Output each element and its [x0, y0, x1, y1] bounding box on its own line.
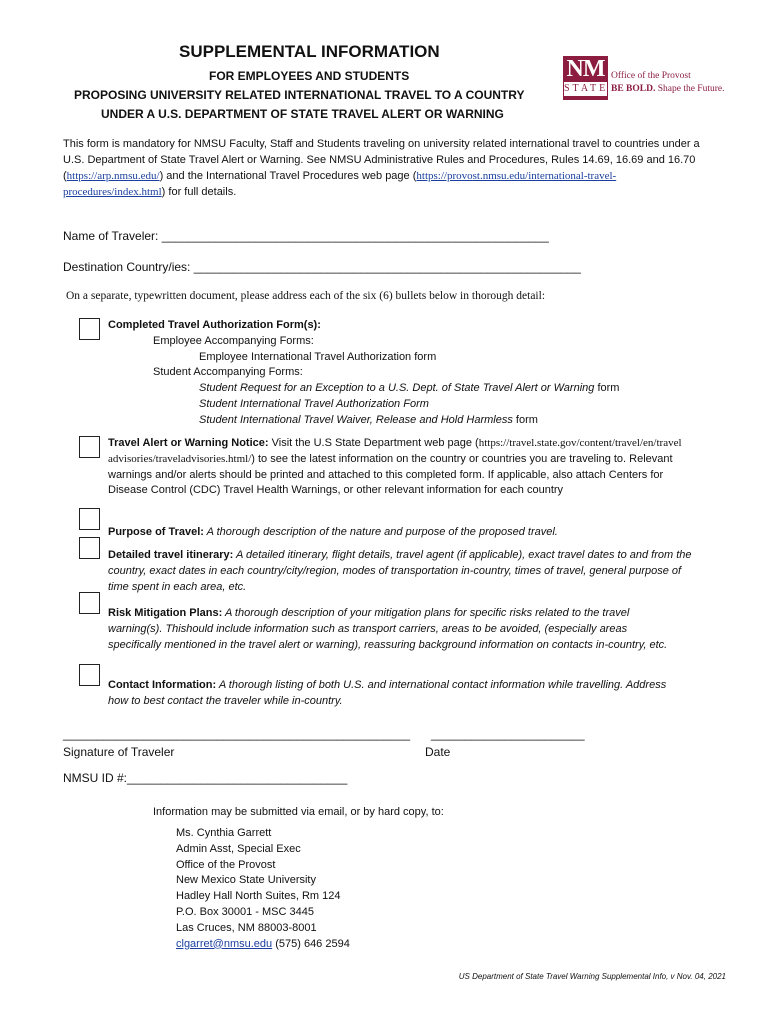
contact-name: Ms. Cynthia Garrett: [176, 827, 272, 839]
intro-text-2: ) and the International Travel Procedures web page (: [159, 170, 417, 182]
contact-checkbox[interactable]: [79, 664, 100, 686]
document-footer: US Department of State Travel Warning Supplemental Info, v Nov. 04, 2021: [458, 972, 726, 981]
signature-line[interactable]: ____________________________________________________: [63, 727, 411, 741]
contact-text: A thorough listing of both U.S. and international contact information while travelling. Address how to best contact the traveler while in-country.: [108, 679, 667, 707]
tagline-rest: Shape the Future.: [655, 84, 725, 94]
tagline: [611, 83, 725, 96]
itinerary-title: Detailed travel itinerary:: [108, 549, 234, 561]
contact-office: Office of the Provost: [176, 858, 276, 871]
risk-item: [108, 606, 668, 653]
logo-state-text: STATE: [564, 83, 609, 94]
contact-phone: (575) 646 2594: [272, 937, 350, 950]
risk-checkbox[interactable]: [79, 592, 100, 614]
page-title: SUPPLEMENTAL INFORMATION: [179, 42, 440, 61]
subtitle-line-2: PROPOSING UNIVERSITY RELATED INTERNATIONAL TRAVEL TO A COUNTRY: [74, 88, 525, 102]
intro-paragraph: [63, 136, 713, 200]
student-exception-form: Student Request for an Exception to a U.S. Dept. of State Travel Alert or Warning: [199, 382, 595, 395]
state-dept-url[interactable]: https://travel.state.gov/content/travel/en/traveladvisories/traveladvisories.html/: [108, 437, 682, 465]
alert-text-2: ) to see the latest information on the country or countries you are traveling to. Relevant warnings and/or alerts should be printed and attached to this completed form. If applicable, also attach Centers for Disease Control (CDC) Travel Health Warnings, or other relevant information for each country: [108, 452, 673, 497]
subtitle-line-3: UNDER A U.S. DEPARTMENT OF STATE TRAVEL ALERT OR WARNING: [101, 107, 504, 121]
student-auth-form: Student International Travel Authorization Form: [199, 397, 429, 410]
instructions-text: On a separate, typewritten document, please address each of the six (6) bullets below in thorough detail:: [66, 290, 546, 302]
office-line: Office of the Provost: [611, 71, 691, 81]
subtitle-line-1: FOR EMPLOYEES AND STUDENTS: [209, 69, 410, 83]
nmsu-logo: [563, 56, 608, 100]
contact-building: Hadley Hall North Suites, Rm 124: [176, 890, 341, 903]
purpose-item: [108, 525, 558, 541]
purpose-checkbox[interactable]: [79, 508, 100, 530]
alert-notice-checkbox[interactable]: [79, 436, 100, 458]
alert-notice-title: Travel Alert or Warning Notice:: [108, 437, 269, 449]
contact-title-role: Admin Asst, Special Exec: [176, 842, 301, 855]
provost-office-label: [611, 70, 725, 96]
intro-text-1: This form is mandatory for NMSU Faculty, Staff and Students traveling on university related international travel to countries under a U.S. Department of State Travel Alert or Warning. See NMSU Administrative Rules and Procedures, Rules 14.69, 16.69 and 16.70 (: [63, 138, 700, 182]
employee-forms-heading: Employee Accompanying Forms:: [153, 334, 314, 347]
form-suffix: form: [512, 413, 538, 426]
contact-po-box: P.O. Box 30001 - MSC 3445: [176, 905, 314, 918]
contact-city: Las Cruces, NM 88003-8001: [176, 921, 317, 934]
purpose-text: A thorough description of the nature and purpose of the proposed travel.: [203, 526, 558, 538]
arp-link[interactable]: https://arp.nmsu.edu/: [66, 170, 160, 182]
contact-email-link[interactable]: clgarret@nmsu.edu: [176, 937, 273, 950]
nmsu-id-field[interactable]: NMSU ID #:_________________________________: [63, 771, 348, 785]
auth-form-item: [108, 318, 708, 429]
auth-form-title: Completed Travel Authorization Form(s):: [108, 319, 321, 331]
student-forms-heading: Student Accompanying Forms:: [153, 366, 303, 379]
contact-item: [108, 678, 668, 710]
intro-text-3: ) for full details.: [161, 186, 237, 198]
alert-notice-item: [108, 436, 686, 499]
destination-field[interactable]: Destination Country/ies: __________________________________________________________: [63, 260, 581, 274]
traveler-name-field[interactable]: Name of Traveler: __________________________________________________________: [63, 229, 549, 243]
itinerary-checkbox[interactable]: [79, 537, 100, 559]
purpose-title: Purpose of Travel:: [108, 526, 204, 538]
contact-address-block: [176, 826, 350, 952]
signature-label: Signature of Traveler: [63, 745, 175, 759]
logo-nm-text: NM: [566, 56, 605, 82]
travel-procedures-link[interactable]: https://provost.nmsu.edu/international-travel-procedures/index.html: [63, 170, 617, 198]
itinerary-text: A detailed itinerary, flight details, travel agent (if applicable), exact travel dates to and from the country, exact dates in each country/city/region, modes of transportation in-country, times of travel, general purpose of time spent in each area, etc.: [108, 549, 692, 593]
tagline-bold: BE BOLD.: [611, 84, 656, 94]
student-waiver-form: Student International Travel Waiver, Release and Hold Harmless: [199, 413, 513, 426]
contact-title: Contact Information:: [108, 679, 217, 691]
auth-form-checkbox[interactable]: [79, 318, 100, 340]
risk-text: A thorough description of your mitigation plans for specific risks related to the travel warning(s). Thishould include information such as transport carriers, areas to be avoided, (especially areas specifically mentioned in the travel alert or warning), reassuring background information on contacts in-country, etc.: [108, 607, 668, 651]
risk-title: Risk Mitigation Plans:: [108, 607, 223, 619]
date-label: Date: [425, 745, 451, 759]
form-suffix: form: [594, 382, 620, 395]
submission-intro: Information may be submitted via email, or by hard copy, to:: [153, 806, 444, 818]
itinerary-item: [108, 548, 693, 595]
alert-text-1: Visit the U.S State Department web page (: [268, 437, 479, 449]
date-line[interactable]: _______________________: [431, 727, 585, 741]
contact-university: New Mexico State University: [176, 874, 316, 887]
employee-auth-form: Employee International Travel Authorization form: [199, 350, 437, 363]
